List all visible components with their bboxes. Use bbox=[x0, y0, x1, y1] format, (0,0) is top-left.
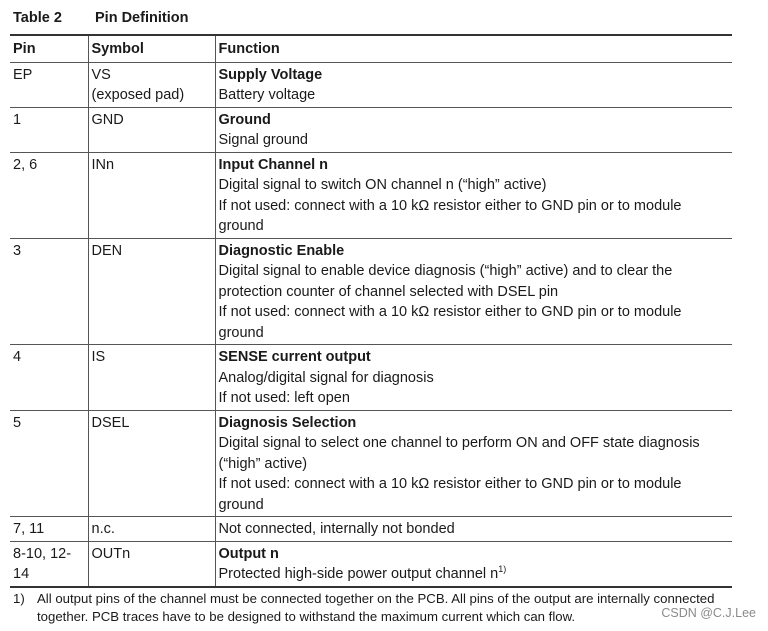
function-line: Not connected, internally not bonded bbox=[218, 521, 455, 537]
function-line: If not used: connect with a 10 kΩ resistor either to GND pin or to module bbox=[218, 197, 682, 214]
function-line: ground bbox=[218, 218, 264, 234]
pin-cell: 5 bbox=[10, 410, 88, 517]
function-title: Diagnostic Enable bbox=[218, 242, 345, 259]
function-title: Diagnosis Selection bbox=[218, 414, 357, 431]
symbol-line: VS bbox=[91, 66, 111, 83]
table-row bbox=[10, 238, 732, 345]
symbol-line: IS bbox=[91, 349, 106, 365]
function-cell bbox=[215, 238, 732, 345]
function-cell bbox=[215, 107, 732, 152]
symbol-line: OUTn bbox=[91, 545, 131, 562]
table-title: Pin Definition bbox=[95, 10, 189, 26]
symbol-line: DSEL bbox=[91, 414, 130, 431]
pin-cell: EP bbox=[10, 62, 88, 107]
header-row bbox=[10, 35, 732, 62]
function-line: Analog/digital signal for diagnosis bbox=[218, 369, 434, 386]
table-row bbox=[10, 410, 732, 517]
pin-cell: 1 bbox=[10, 107, 88, 152]
function-line: (“high” active) bbox=[218, 455, 308, 472]
symbol-cell bbox=[88, 345, 215, 411]
function-line: If not used: left open bbox=[218, 390, 350, 406]
pin-cell: 2, 6 bbox=[10, 152, 88, 238]
header-function: Function bbox=[215, 35, 732, 62]
function-line: If not used: connect with a 10 kΩ resistor either to GND pin or to module bbox=[218, 304, 682, 320]
symbol-line: (exposed pad) bbox=[91, 87, 185, 103]
function-title: Output n bbox=[218, 545, 279, 562]
symbol-cell bbox=[88, 152, 215, 238]
symbol-cell bbox=[88, 541, 215, 587]
function-line: ground bbox=[218, 324, 264, 341]
table-row bbox=[10, 152, 732, 238]
function-line: protection counter of channel selected with DSEL pin bbox=[218, 283, 559, 300]
header-symbol: Symbol bbox=[88, 35, 215, 62]
table-row bbox=[10, 62, 732, 107]
pin-cell: 4 bbox=[10, 345, 88, 411]
footnote-line: together. PCB traces have to be designed to withstand the maximum current which can flow. bbox=[37, 609, 576, 624]
function-cell bbox=[215, 62, 732, 107]
function-line: Digital signal to enable device diagnosis (“high” active) and to clear the bbox=[218, 263, 673, 279]
header-pin: Pin bbox=[10, 35, 88, 62]
function-line: Digital signal to switch ON channel n (“high” active) bbox=[218, 177, 547, 193]
function-cell bbox=[215, 152, 732, 238]
function-cell bbox=[215, 345, 732, 411]
footnote bbox=[13, 590, 758, 626]
footnote-line: All output pins of the channel must be connected together on the PCB. All pins of the output are internally connected bbox=[37, 591, 715, 606]
pin-cell bbox=[10, 541, 88, 587]
function-line bbox=[219, 564, 730, 585]
pin-cell: 3 bbox=[10, 238, 88, 345]
symbol-cell bbox=[88, 238, 215, 345]
symbol-cell bbox=[88, 410, 215, 517]
function-title: Ground bbox=[218, 111, 271, 128]
pin-cell: 7, 11 bbox=[10, 517, 88, 542]
pin-definition-table bbox=[10, 34, 732, 588]
function-title: SENSE current output bbox=[218, 349, 371, 365]
function-cell bbox=[215, 410, 732, 517]
symbol-line: GND bbox=[91, 111, 124, 128]
footnote-ref: 1) bbox=[498, 564, 507, 575]
symbol-cell bbox=[88, 107, 215, 152]
symbol-line: INn bbox=[91, 156, 115, 173]
table-row bbox=[10, 517, 732, 542]
table-row bbox=[10, 345, 732, 411]
function-line-text: Protected high-side power output channel n bbox=[218, 566, 499, 582]
footnote-mark: 1) bbox=[13, 591, 25, 606]
table-caption bbox=[13, 10, 188, 26]
symbol-line: n.c. bbox=[91, 521, 115, 537]
watermark: CSDN @C.J.Lee bbox=[661, 606, 756, 620]
table-number: Table 2 bbox=[13, 10, 62, 26]
function-cell bbox=[215, 541, 732, 587]
symbol-cell bbox=[88, 62, 215, 107]
pin-line: 14 bbox=[13, 566, 30, 582]
function-title: Input Channel n bbox=[218, 156, 329, 173]
function-line: ground bbox=[218, 496, 264, 513]
function-line: Digital signal to select one channel to perform ON and OFF state diagnosis bbox=[218, 435, 700, 451]
function-line: Battery voltage bbox=[218, 87, 316, 103]
function-line: If not used: connect with a 10 kΩ resistor either to GND pin or to module bbox=[218, 476, 682, 492]
table-row bbox=[10, 541, 732, 587]
function-line: Signal ground bbox=[218, 132, 308, 148]
function-title: Supply Voltage bbox=[218, 66, 323, 83]
function-cell bbox=[215, 517, 732, 542]
symbol-line: DEN bbox=[91, 242, 123, 259]
symbol-cell bbox=[88, 517, 215, 542]
pin-line: 8-10, 12- bbox=[13, 545, 72, 562]
table-row bbox=[10, 107, 732, 152]
